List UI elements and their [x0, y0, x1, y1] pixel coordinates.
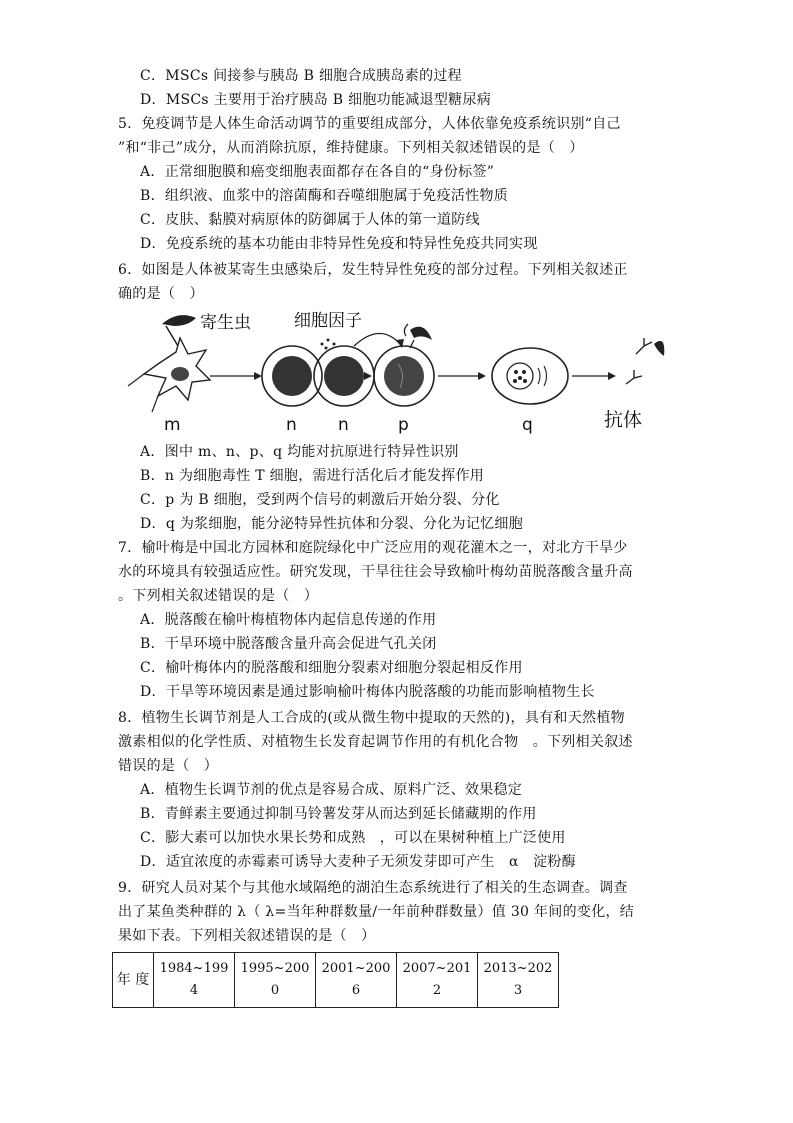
table-cell-part: 2 — [432, 983, 442, 998]
q7-stem-line1: 7．榆叶梅是中国北方园林和庭院绿化中广泛应用的观花灌木之一，对北方干旱少 — [118, 540, 628, 556]
q6-option-d: D．q 为浆细胞，能分泌特异性抗体和分裂、分化为记忆细胞 — [140, 516, 524, 532]
label-n1: n — [286, 415, 297, 435]
table-cell-part: 2007~201 — [402, 961, 472, 976]
table-header-part: 年 — [116, 972, 131, 988]
q6-stem-line1: 6．如图是人体被某寄生虫感染后，发生特异性免疫的部分过程。下列相关叙述正 — [118, 262, 628, 278]
q7-stem-line2: 水的环境具有较强适应性。研究发现，干旱往往会导致榆叶梅幼苗脱落酸含量升高 — [118, 564, 633, 580]
q8-stem-line3: 错误的是（ ） — [118, 758, 219, 774]
q8-option-c: C．膨大素可以加快水果长势和成熟 ，可以在果树种植上广泛使用 — [140, 830, 566, 846]
table-row — [113, 953, 559, 1008]
q9-stem-line1: 9．研究人员对某个与其他水域隔绝的湖泊生态系统进行了相关的生态调查。调查 — [118, 880, 628, 896]
q7-option-d: D．干旱等环境因素是通过影响榆叶梅体内脱落酸的功能而影响植物生长 — [140, 684, 595, 700]
q5-stem-line1: 5．免疫调节是人体生命活动调节的重要组成部分，人体依靠免疫系统识别“自己 — [118, 116, 621, 132]
table-cell-part: 1995~200 — [240, 961, 310, 976]
q8-option-d: D．适宜浓度的赤霉素可诱导大麦种子无须发芽即可产生 α 淀粉酶 — [140, 854, 576, 870]
cell-p-nucleus — [384, 356, 424, 396]
q5-option-c: C．皮肤、黏膜对病原体的防御属于人体的第一道防线 — [140, 212, 480, 228]
table-cell-part: 4 — [189, 983, 199, 998]
label-m: m — [164, 415, 181, 435]
table-header-part: 度 — [135, 972, 150, 988]
q8-stem-line1: 8．植物生长调节剂是人工合成的(或从微生物中提取的天然的)，具有和天然植物 — [118, 710, 625, 726]
label-cytokine: 细胞因子 — [294, 311, 362, 331]
cell-q-membrane — [492, 348, 568, 404]
q9-stem-line2: 出了某鱼类种群的 λ（ λ=当年种群数量/一年前种群数量）值 30 年间的变化，结 — [118, 904, 635, 920]
q9-stem-line3: 果如下表。下列相关叙述错误的是（ ） — [118, 928, 376, 944]
q6-option-a: A．图中 m、n、p、q 均能对抗原进行特异性识别 — [140, 444, 459, 460]
q8-stem-line2: 激素相似的化学性质、对植物生长发育起调节作用的有机化合物 。下列相关叙述 — [118, 734, 633, 750]
table-cell-part: 1984~199 — [159, 961, 229, 976]
label-p: p — [398, 415, 409, 435]
q5-option-b: B．组织液、血浆中的溶菌酶和吞噬细胞属于免疫活性物质 — [140, 188, 509, 204]
table-cell-part: 6 — [351, 983, 361, 998]
label-n2: n — [338, 415, 349, 435]
parasite-icon-right — [410, 327, 432, 340]
q5-option-d: D．免疫系统的基本功能由非特异性免疫和特异性免疫共同实现 — [140, 236, 538, 252]
q7-stem-line3: 。下列相关叙述错误的是（ ） — [118, 588, 319, 604]
label-q: q — [522, 415, 533, 435]
q7-option-a: A．脱落酸在榆叶梅植物体内起信息传递的作用 — [140, 612, 437, 628]
q5-stem-line2: ”和“非己”成分，从而消除抗原，维持健康。下列相关叙述错误的是（ ） — [118, 140, 584, 156]
q5-option-a: A．正常细胞膜和癌变细胞表面都存在各自的“身份标签” — [140, 164, 495, 180]
q6-stem-line2: 确的是（ ） — [118, 286, 204, 302]
immune-process-figure-right — [118, 304, 678, 440]
q8-option-b: B．青鲜素主要通过抑制马铃薯发芽从而达到延长储藏期的作用 — [140, 806, 537, 822]
arrow-q-antibody — [608, 372, 616, 380]
lambda-year-table — [112, 952, 559, 1008]
cell-n2-nucleus — [324, 356, 364, 396]
table-cell — [316, 953, 397, 1008]
q4-option-c: C．MSCs 间接参与胰岛 B 细胞合成胰岛素的过程 — [140, 68, 462, 84]
table-cell-part: 2013~202 — [483, 961, 553, 976]
label-antibody: 抗体 — [604, 409, 643, 431]
table-cell-part: 3 — [513, 983, 523, 998]
table-cell — [154, 953, 235, 1008]
label-parasite: 寄生虫 — [200, 313, 251, 333]
table-cell — [397, 953, 478, 1008]
antibody-icon — [626, 338, 664, 384]
q4-option-d: D．MSCs 主要用于治疗胰岛 B 细胞功能减退型糖尿病 — [140, 92, 492, 108]
cytokine-arc — [354, 333, 400, 346]
table-cell — [478, 953, 559, 1008]
table-header-year — [113, 953, 154, 1008]
q7-option-c: C．榆叶梅体内的脱落酸和细胞分裂素对细胞分裂起相反作用 — [140, 660, 523, 676]
table-cell-part: 2001~200 — [321, 961, 391, 976]
q8-option-a: A．植物生长调节剂的优点是容易合成、原料广泛、效果稳定 — [140, 782, 523, 798]
q6-option-b: B．n 为细胞毒性 T 细胞，需进行活化后才能发挥作用 — [140, 468, 485, 484]
table-cell — [235, 953, 316, 1008]
q7-option-b: B．干旱环境中脱落酸含量升高会促进气孔关闭 — [140, 636, 437, 652]
q6-option-c: C．p 为 B 细胞，受到两个信号的刺激后开始分裂、分化 — [140, 492, 500, 508]
arrow-p-q — [478, 372, 486, 380]
table-cell-part: 0 — [270, 983, 280, 998]
